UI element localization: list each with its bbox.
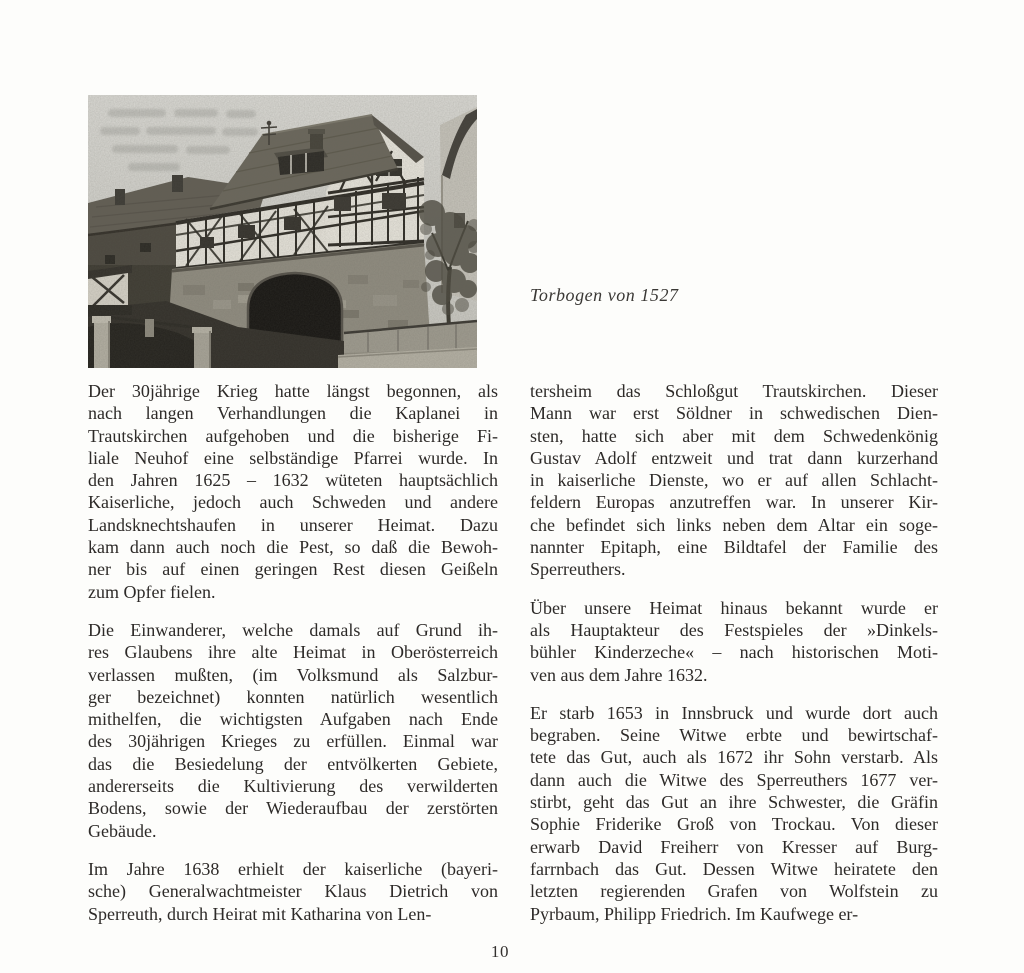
text-line: Kaiserliche, jedoch auch Schweden und andere: [88, 492, 498, 513]
text-line: des 30jährigen Krieges zu erfüllen. Einmal war: [88, 731, 498, 752]
text-line: erwarb David Freiherr von Kresser auf Burg-: [530, 836, 938, 857]
text-line: Pyrbaum, Philipp Friedrich. Im Kaufwege er-: [530, 903, 859, 924]
text-line: farrnbach das Gut. Dessen Witwe heiratete den: [530, 858, 938, 879]
text-line: ger bezeichnet) konnten natürlich wesentlich: [88, 686, 498, 707]
text-line: nannter Epitaph, eine Bildtafel der Familie des: [530, 537, 938, 558]
text-line: Der 30jährige Krieg hatte längst begonnen, als: [88, 381, 498, 401]
text-line: Gustav Adolf entzweit und trat dann kurzerhand: [530, 447, 938, 468]
gatehouse-photo: [88, 95, 477, 368]
paragraph: [88, 380, 498, 603]
text-line: kam dann auch noch die Pest, so daß die Bewoh-: [88, 537, 498, 558]
text-line: andererseits die Kultivierung des verwilderten: [88, 776, 498, 797]
text-line: als Hauptakteur des Festspieles der »Dinkels-: [530, 619, 938, 640]
text-line: letzten regierenden Grafen von Wolfstein zu: [530, 881, 938, 902]
text-line: das die Besiedelung der entvölkerten Gebiete,: [88, 753, 498, 774]
text-line: in kaiserliche Dienste, wo er auf allen Schlacht-: [530, 470, 938, 491]
text-line: Mann war erst Söldner in schwedischen Dien-: [530, 403, 938, 424]
text-line: begraben. Seine Witwe erbte und bewirtschaf-: [530, 725, 938, 746]
gatehouse-photo-illustration: [88, 95, 477, 368]
text-line: den Jahren 1625 – 1632 wüteten hauptsächlich: [88, 470, 498, 491]
text-line: tete das Gut, auch als 1672 ihr Sohn verstarb. Als: [530, 747, 938, 768]
text-line: stirbt, geht das Gut an ihre Schwester, die Gräfin: [530, 792, 938, 813]
text-line: Sperreuth, durch Heirat mit Katharina von Len-: [88, 903, 432, 924]
text-line: sten, hatte sich aber mit dem Schwedenkönig: [530, 425, 938, 446]
paragraph: [530, 380, 938, 581]
paragraph: [88, 619, 498, 842]
text-line: che befindet sich links neben dem Altar ein soge-: [530, 514, 938, 535]
text-line: Die Einwanderer, welche damals auf Grund ih-: [88, 619, 498, 640]
text-line: dann auch die Witwe des Sperreuthers 1677 ver-: [530, 769, 938, 790]
text-line: tersheim das Schloßgut Trautskirchen. Dieser: [530, 381, 938, 401]
text-line: sche) Generalwachtmeister Klaus Dietrich von: [88, 881, 498, 902]
text-line: Trautskirchen aufgehoben und die bisherige Fi-: [88, 425, 498, 446]
text-line: bühler Kinderzeche« – nach historischen Moti-: [530, 642, 938, 663]
text-line: liale Neuhof eine selbständige Pfarrei wurde. In: [88, 447, 498, 468]
text-line: Im Jahre 1638 erhielt der kaiserliche (bayeri-: [88, 858, 498, 879]
paragraph: [88, 858, 498, 925]
page-number: 10: [490, 942, 510, 961]
text-line: ven aus dem Jahre 1632.: [530, 664, 708, 685]
text-line: feldern Europas anzutreffen war. In unserer Kir-: [530, 492, 938, 513]
text-line: nach langen Verhandlungen die Kaplanei in: [88, 403, 498, 424]
photo-caption: Torbogen von 1527: [530, 285, 679, 305]
photo-grain-overlay: [88, 95, 477, 368]
text-line: Sophie Friderike Groß von Trockau. Von dieser: [530, 814, 938, 835]
text-column-left: [88, 380, 498, 925]
text-line: ner bis auf einen geringen Rest diesen Geißeln: [88, 559, 498, 580]
text-line: verlassen mußten, (im Volksmund als Salzbur-: [88, 664, 498, 685]
paragraph: [530, 597, 938, 686]
paragraph: [530, 702, 938, 925]
text-line: Sperreuthers.: [530, 559, 626, 580]
text-line: Landsknechtshaufen in unserer Heimat. Dazu: [88, 514, 498, 535]
text-line: Er starb 1653 in Innsbruck und wurde dort auch: [530, 702, 938, 723]
text-line: Bodens, sowie der Wiederaufbau der zerstörten: [88, 798, 498, 819]
text-line: zum Opfer fielen.: [88, 581, 216, 602]
text-column-right: [530, 380, 938, 925]
text-line: res Glaubens ihre alte Heimat in Oberösterreich: [88, 642, 498, 663]
text-line: Gebäude.: [88, 820, 157, 841]
text-line: Über unsere Heimat hinaus bekannt wurde er: [530, 597, 938, 618]
text-line: mithelfen, die wichtigsten Aufgaben nach Ende: [88, 709, 498, 730]
